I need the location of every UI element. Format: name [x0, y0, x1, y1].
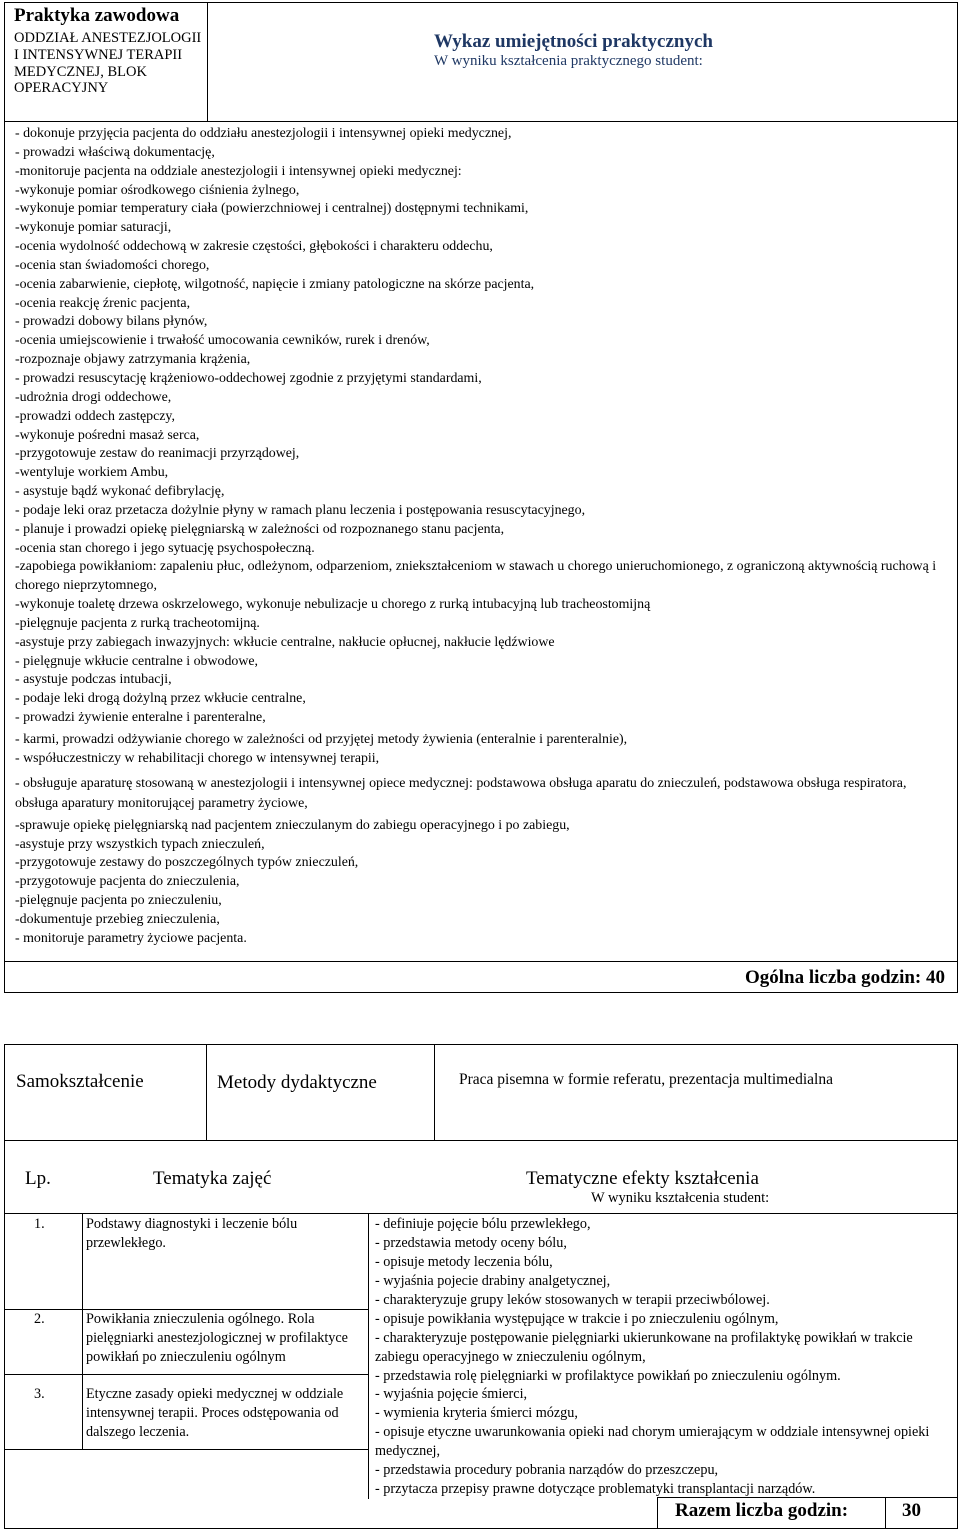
topics-table — [4, 1140, 958, 1529]
row-topic: Powikłania znieczulenia ogólnego. Rola pielęgniarki anestezjologicznej w profilaktyce powikłań po znieczuleniu ogólnym — [86, 1311, 348, 1365]
methods-value: Praca pisemna w formie referatu, prezentacja multimedialna — [459, 1071, 833, 1088]
row-number: 2. — [34, 1311, 45, 1327]
skill-item: -sprawuje opiekę pielęgniarską nad pacjentem znieczulanym do zabiegu operacyjnego i po zabiegu, — [15, 817, 570, 833]
total-hours-row — [5, 961, 957, 995]
practice-title: Praktyka zawodowa — [14, 5, 180, 26]
skill-item: -prowadzi oddech zastępczy, — [15, 408, 175, 424]
header-right-cell — [208, 3, 957, 122]
skill-item: -wykonuje pośredni masaż serca, — [15, 427, 200, 443]
skill-item: -wykonuje pomiar temperatury ciała (powierzchniowej i centralnej) dostępnymi technikami, — [15, 201, 529, 217]
row-topic: Etyczne zasady opieki medycznej w oddziale intensywnej terapii. Proces odstępowania od dalszego leczenia. — [86, 1386, 344, 1440]
skill-item: -udrożnia drogi oddechowe, — [15, 389, 172, 405]
skill-item: -przygotowuje pacjenta do znieczulenia, — [15, 874, 240, 890]
skill-item: - asystuje bądź wykonać defibrylację, — [15, 484, 225, 500]
skill-item: - dokonuje przyjęcia pacjenta do oddziału anestezjologii i intensywnej opieki medycznej, — [15, 126, 512, 141]
skill-item: - prowadzi dobowy bilans płynów, — [15, 314, 208, 330]
total-hours: Ogólna liczba godzin: 40 — [744, 967, 945, 988]
self-study-label: Samokształcenie — [16, 1071, 144, 1092]
effect-item: - przedstawia procedury pobrania narządów do przeszczepu, — [375, 1461, 719, 1478]
skill-item: -ocenia wydolność oddechową w zakresie częstości, głębokości i charakteru oddechu, — [15, 239, 493, 255]
header-left-cell — [5, 3, 208, 122]
column-divider — [82, 1213, 83, 1449]
methods-label-cell — [207, 1045, 435, 1140]
effect-item: - opisuje metody leczenia bólu, — [375, 1253, 553, 1270]
skills-list — [15, 125, 950, 949]
ward-name: ODDZIAŁ ANESTEZJOLOGII I INTENSYWNEJ TERAPII MEDYCZNEJ, BLOK OPERACYJNY — [14, 30, 202, 97]
row-number: 3. — [34, 1386, 45, 1402]
skill-item: -wykonuje toaletę drzewa oskrzelowego, wykonuje nebulizacje u chorego z rurką intubacyjną lub tracheostomijną — [15, 597, 651, 613]
effect-item: - przedstawia rolę pielęgniarki w profilaktyce powikłań po znieczuleniu ogólnym. — [375, 1367, 841, 1384]
column-header-lp: Lp. — [25, 1168, 51, 1189]
skill-item: - współuczestniczy w rehabilitacji chorego w intensywnej terapii, — [15, 750, 380, 766]
effect-item: - przytacza przepisy prawne dotyczące problematyki transplantacji narządów. — [375, 1480, 816, 1497]
skill-item: -przygotowuje zestawy do poszczególnych typów znieczuleń, — [15, 855, 359, 871]
skill-item: -ocenia stan chorego i jego sytuację psychospołeczną. — [15, 540, 315, 556]
effect-item: - przedstawia metody oceny bólu, — [375, 1234, 567, 1251]
skill-item: - prowadzi resuscytację krążeniowo-oddechowej zgodnie z przyjętymi standardami, — [15, 370, 482, 386]
column-header-effects-subtitle: W wyniku kształcenia student: — [591, 1190, 770, 1206]
skills-title: Wykaz umiejętności praktycznych — [434, 31, 713, 52]
skill-item: -rozpoznaje objawy zatrzymania krążenia, — [15, 352, 251, 368]
effect-item: - definiuje pojęcie bólu przewlekłego, — [375, 1216, 591, 1232]
row-effects — [375, 1215, 950, 1310]
skill-item: -wykonuje pomiar ośrodkowego ciśnienia żylnego, — [15, 182, 300, 198]
effect-item: - opisuje etyczne uwarunkowania opieki nad chorym umierającym w oddziale intensywnej opieki medycznej, — [375, 1423, 930, 1459]
effect-item: - wyjaśnia pojęcie śmierci, — [375, 1386, 528, 1402]
skill-item: - podaje leki oraz przetacza dożylnie płyny w ramach planu leczenia i postępowania resuscytacyjnego, — [15, 502, 586, 518]
summary-label: Razem liczba godzin: — [675, 1500, 849, 1521]
skill-item: - prowadzi właściwą dokumentację, — [15, 144, 215, 160]
column-header-topic: Tematyka zajęć — [153, 1168, 272, 1189]
skill-item: -wykonuje pomiar saturacji, — [15, 220, 172, 236]
self-study-table — [4, 1044, 958, 1141]
effect-item: - wymienia kryteria śmierci mózgu, — [375, 1404, 578, 1421]
skill-item: - karmi, prowadzi odżywianie chorego w zależności od przyjętej metody żywienia (enteralnie i parenteralnie), — [15, 732, 628, 747]
skill-item: - prowadzi żywienie enteralne i parenteralne, — [15, 710, 266, 726]
skill-item: -ocenia umiejscowienie i trwałość umocowania cewników, rurek i drenów, — [15, 333, 430, 349]
skill-item: - monitoruje parametry życiowe pacjenta. — [15, 930, 247, 946]
row-divider — [5, 1374, 369, 1375]
effect-item: - charakteryzuje grupy leków stosowanych w terapii przeciwbólowej. — [375, 1291, 770, 1308]
skill-item: - podaje leki drogą dożylną przez wkłucie centralne, — [15, 691, 306, 707]
skill-item: -przygotowuje zestaw do reanimacji przyrządowej, — [15, 446, 300, 462]
skill-item: - obsługuje aparaturę stosowaną w anestezjologii i intensywnej opiece medycznej: podstawowa obsługa aparatu do znieczuleń, podstawowa obsługa respiratora, obsługa aparatury monitorującej parametry życiowe, — [15, 775, 907, 811]
row-topic: Podstawy diagnostyki i leczenie bólu przewlekłego. — [86, 1216, 298, 1251]
skill-item: -zapobiega powikłaniom: zapaleniu płuc, odleżynom, odparzeniom, zniekształceniom w stawach u chorego unieruchomionego, z ograniczoną aktywnością ruchową i chorego nieprzytomnego, — [15, 559, 937, 594]
skill-item: -asystuje przy zabiegach inwazyjnych: wkłucie centralne, nakłucie opłucnej, nakłucie lędźwiowe — [15, 634, 555, 650]
skill-item: -asystuje przy wszystkich typach znieczuleń, — [15, 836, 265, 852]
summary-value: 30 — [902, 1500, 921, 1521]
column-divider — [368, 1213, 369, 1499]
skill-item: -ocenia stan świadomości chorego, — [15, 257, 210, 273]
skill-item: - pielęgnuje wkłucie centralne i obwodowe, — [15, 653, 258, 669]
methods-label: Metody dydaktyczne — [217, 1072, 377, 1093]
skill-item: -ocenia reakcję źrenic pacjenta, — [15, 295, 191, 311]
effect-item: - wyjaśnia pojecie drabiny analgetycznej, — [375, 1272, 611, 1289]
skill-item: -monitoruje pacjenta na oddziale anestezjologii i intensywnej opieki medycznej: — [15, 163, 462, 179]
header-divider — [5, 1213, 957, 1214]
effect-item: - charakteryzuje postępowanie pielęgniarki ukierunkowane na profilaktykę powikłań w trakcie zabiegu operacyjnego w znieczuleniu ogólnym, — [375, 1329, 913, 1365]
row-effects — [375, 1310, 950, 1386]
summary-row — [657, 1497, 957, 1528]
skill-item: - planuje i prowadzi opiekę pielęgniarską w zależności od rozpoznanego stanu pacjenta, — [15, 521, 505, 537]
skill-item: -pielęgnuje pacjenta z rurką tracheotomijną. — [15, 615, 260, 631]
skill-item: -ocenia zabarwienie, ciepłotę, wilgotność, napięcie i zmiany patologiczne na skórze pacjenta, — [15, 276, 535, 292]
skill-item: -pielęgnuje pacjenta po znieczuleniu, — [15, 893, 222, 909]
column-header-effects: Tematyczne efekty kształcenia — [526, 1168, 759, 1189]
effect-item: - opisuje powikłania występujące w trakcie i po znieczuleniu ogólnym, — [375, 1311, 779, 1327]
row-divider — [5, 1449, 369, 1450]
skills-table — [4, 2, 958, 993]
row-effects — [375, 1385, 950, 1498]
summary-divider — [885, 1498, 886, 1528]
skill-item: -wentyluje workiem Ambu, — [15, 465, 169, 481]
skill-item: -dokumentuje przebieg znieczulenia, — [15, 911, 220, 927]
skill-item: - asystuje podczas intubacji, — [15, 672, 172, 688]
self-study-label-cell — [5, 1045, 207, 1140]
skills-subtitle: W wyniku kształcenia praktycznego student: — [434, 53, 703, 69]
row-number: 1. — [34, 1216, 45, 1232]
